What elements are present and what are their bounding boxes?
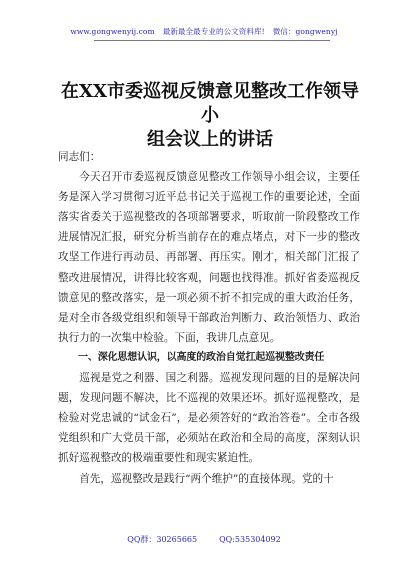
footer-qq-group: QQ群：30265665 [127,535,198,544]
header-divider [94,40,330,41]
page-footer [0,534,408,545]
page-header [0,26,408,37]
header-tagline: 最新最全最专业的公文资料库! [162,27,265,36]
salutation: 同志们： [58,151,101,163]
footer-qq: QQ:535304092 [219,535,281,544]
header-wechat: 微信：gongwenyj [272,27,338,36]
title-line-2: 组会议上的讲话 [147,129,273,150]
title-line-1: 在XX市委巡视反馈意见整改工作领导小 [61,81,359,126]
site-url: www.gongwenyij.com [70,27,155,36]
body-paragraph-1: 今天召开市委巡视反馈意见整改工作领导小组会议，主要任务是深入学习贯彻习近平总书记关于巡视工作的重要论述，全面落实省委关于巡视整改的各项部署要求，听取前一阶段整改工作进展情况汇报，研究分析当前存在的难点堵点，对下一步的整改攻坚工作进行再动员、再部署、再压实。刚才，相关部门汇报了整改进展情况，讲得比较客观，问题也找得准。抓好省委巡视反馈意见的整改落实，是一项必须不折不扣完成的重大政治任务，是对全市各级党组织和领导干部政治判断力、政治领悟力、政治执行力的一次集中检验。下面，我讲几点意见。 [58,171,360,344]
body-paragraph-3: 首先，巡视整改是践行“两个维护”的直接体现。党的十 [79,472,334,485]
body-paragraph-2: 巡视是党之利器、国之利器。巡视发现问题的目的是解决问题，发现问题不解决，比不巡视的效果还坏。抓好巡视整改，是检验对党忠诚的“试金石”，是必须答好的“政治答卷”。全市各级党组织和广大党员干部，必须站在政治和全局的高度，深刻认识抓好巡视整改的极端重要性和现实紧迫性。 [58,372,360,465]
document-body [58,147,360,489]
section-heading-1: 一、深化思想认识，以高度的政治自觉扛起巡视整改责任 [78,351,325,363]
document-title [60,80,360,152]
